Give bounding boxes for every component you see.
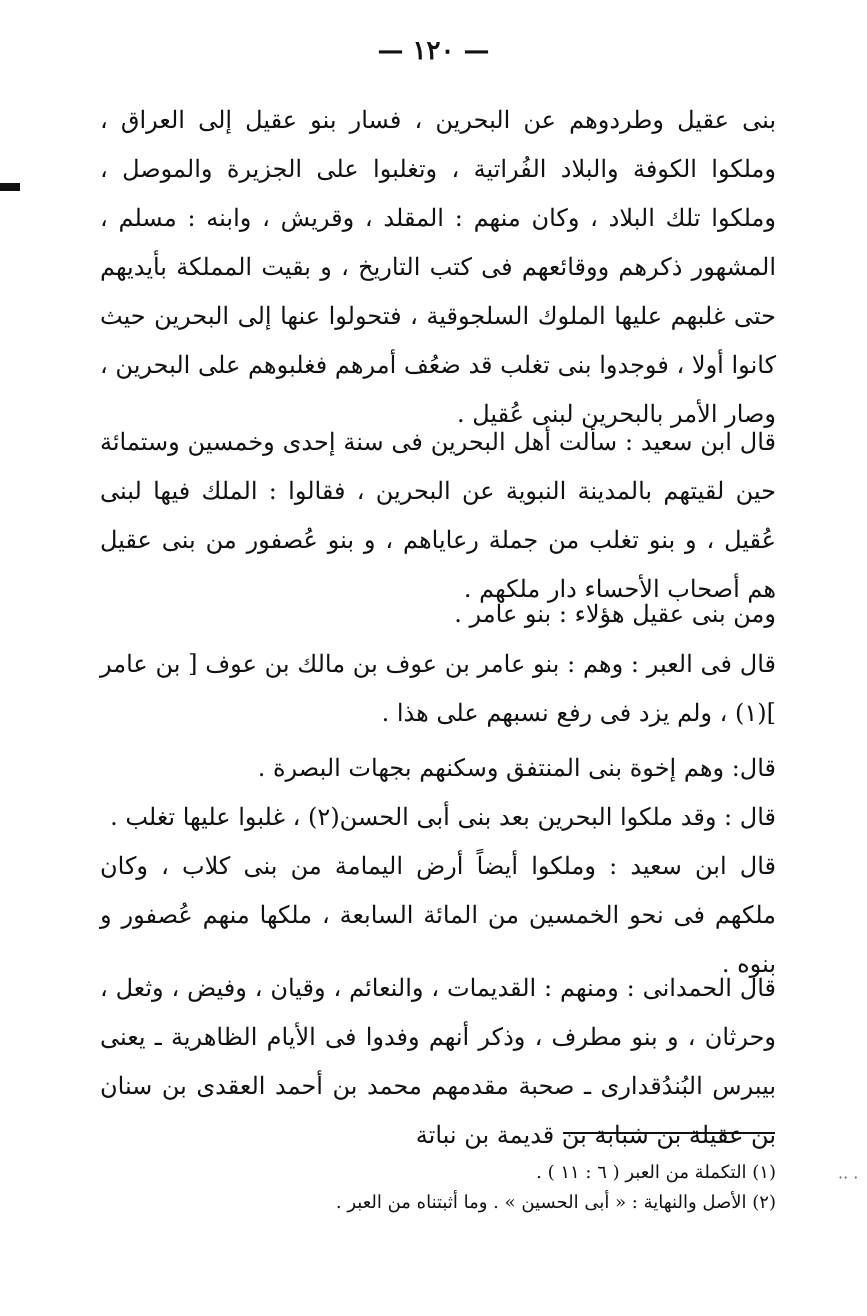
paragraph: قال ابن سعيد : سألت أهل البحرين فى سنة إحدى وخمسين وستمائة حين لقيتهم بالمدينة النبوية عن البحرين ، فقالوا : الملك فيها لبنى عُقيل ، و بنو تغلب من جملة رعاياهم ، و بنو عُصفور من بنى عقيل هم أصحاب الأحساء دار ملكهم . — [100, 428, 776, 603]
page-number: — ١٢٠ — — [377, 36, 490, 66]
footnote: (٢) الأصل والنهاية : « أبى الحسين » . وما أثبتناه من العبر . — [335, 1192, 776, 1213]
footnote-divider — [563, 1132, 775, 1134]
footnotes — [260, 1158, 776, 1218]
margin-mark — [0, 183, 20, 191]
paragraph: قال: وهم إخوة بنى المنتفق وسكنهم بجهات البصرة . — [257, 754, 776, 782]
paragraph: قال ابن سعيد : وملكوا أيضاً أرض اليمامة من بنى كلاب ، وكان ملكهم فى نحو الخمسين من المائة السابعة ، ملكها منهم عُصفور و بنوه . — [100, 852, 776, 978]
paragraph: قال الحمدانى : ومنهم : القديمات ، والنعائم ، وقيان ، وفيض ، وثعل ، وحرثان ، و بنو مطرف ، وذكر أنهم وفدوا فى الأيام الظاهرية ـ يعنى بيبرس البُندُقدارى ـ صحبة مقدمهم محمد بن أحمد العقدى بن سنان بن عقيلة بن شبابة بن قديمة بن نباتة — [100, 974, 776, 1149]
paragraph: قال : وقد ملكوا البحرين بعد بنى أبى الحسن(٢) ، غلبوا عليها تغلب . — [110, 803, 776, 831]
paragraph: بنى عقيل وطردوهم عن البحرين ، فسار بنو عقيل إلى العراق ، وملكوا الكوفة والبلاد الفُراتية ، وتغلبوا على الجزيرة والموصل ، وملكوا تلك البلاد ، وكان منهم : المقلد ، وقريش ، وابنه : مسلم ، المشهور ذكرهم ووقائعهم فى كتب التاريخ ، و بقيت المملكة بأيديهم حتى غلبهم عليها الملوك السلجوقية ، فتحولوا عنها إلى البحرين حيث كانوا أولا ، فوجدوا بنى تغلب قد ضعُف أمرهم فغلبوهم على البحرين ، وصار الأمر بالبحرين لبنى عُقيل . — [100, 106, 776, 428]
paragraph: ومن بنى عقيل هؤلاء : بنو عامر . — [454, 600, 776, 628]
paragraph: قال فى العبر : وهم : بنو عامر بن عوف بن مالك بن عوف [ بن عامر ](١) ، ولم يزد فى رفع نسبهم على هذا . — [100, 650, 776, 727]
margin-dots: ·· · — [838, 1168, 859, 1187]
footnote: (١) التكملة من العبر ( ٦ : ١١ ) . — [536, 1162, 776, 1183]
